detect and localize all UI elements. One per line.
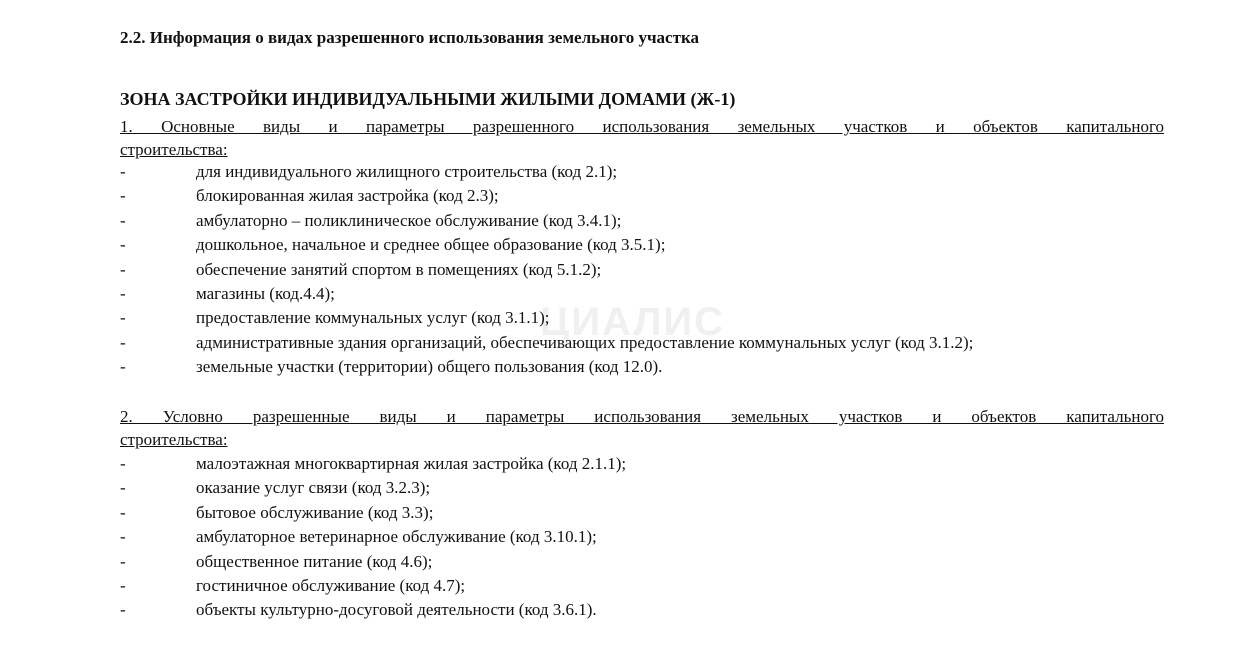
section1-heading [120,115,1164,161]
list-item-text: для индивидуального жилищного строительства (код 2.1); [196,162,618,181]
list-item-text: гостиничное обслуживание (код 4.7); [196,575,466,595]
bullet-dash: - [120,454,126,473]
bullet-dash: - [120,502,126,522]
bullet-dash: - [120,162,126,181]
list-item-text: обеспечение занятий спортом в помещениях (код 5.1.2); [196,259,602,279]
list-item-text: малоэтажная многоквартирная жилая застройка (код 2.1.1); [196,454,627,473]
bullet-dash: - [120,551,126,571]
section2-heading-line1: 2. Условно разрешенные виды и параметры использования земельных участков и объектов капитального [120,407,1164,426]
list-item-text: бытовое обслуживание (код 3.3); [196,502,434,522]
bullet-dash: - [120,235,126,255]
list-item-text: земельные участки (территории) общего пользования (код 12.0). [196,357,663,377]
list-item-text: оказание услуг связи (код 3.2.3); [196,478,431,498]
list-item-text: общественное питание (код 4.6); [196,551,433,571]
bullet-dash: - [120,283,126,303]
bullet-dash: - [120,527,126,547]
list-item-text: амбулаторное ветеринарное обслуживание (код 3.10.1); [196,527,597,547]
list-item-text: блокированная жилая застройка (код 2.3); [196,186,499,206]
section1-heading-line2: строительства: [120,140,228,159]
bullet-dash: - [120,357,126,377]
bullet-dash: - [120,600,126,620]
list-item-text: объекты культурно-досуговой деятельности (код 3.6.1). [196,600,597,620]
bullet-dash: - [120,332,126,352]
bullet-dash: - [120,259,126,279]
section2-heading [120,405,1164,451]
bullet-dash: - [120,308,126,328]
list-item-text: дошкольное, начальное и среднее общее образование (код 3.5.1); [196,235,666,255]
watermark-logo: ЦИАЛИС [540,300,726,344]
section1-heading-line1: 1. Основные виды и параметры разрешенного использования земельных участков и объектов капитального [120,117,1164,136]
bullet-dash: - [120,210,126,230]
zone-title: ЗОНА ЗАСТРОЙКИ ИНДИВИДУАЛЬНЫМИ ЖИЛЫМИ ДОМАМИ (Ж-1) [120,89,736,109]
list-item-text: амбулаторно – поликлиническое обслуживание (код 3.4.1); [196,210,622,230]
bullet-dash: - [120,575,126,595]
section-heading: 2.2. Информация о видах разрешенного использования земельного участка [120,28,699,47]
section2-heading-line2: строительства: [120,430,228,449]
bullet-dash: - [120,186,126,206]
list-item-text: административные здания организаций, обеспечивающих предоставление коммунальных услуг (код 3.1.2); [196,332,974,352]
list-item-text: предоставление коммунальных услуг (код 3.1.1); [196,308,550,328]
bullet-dash: - [120,478,126,498]
list-item-text: магазины (код.4.4); [196,283,335,303]
